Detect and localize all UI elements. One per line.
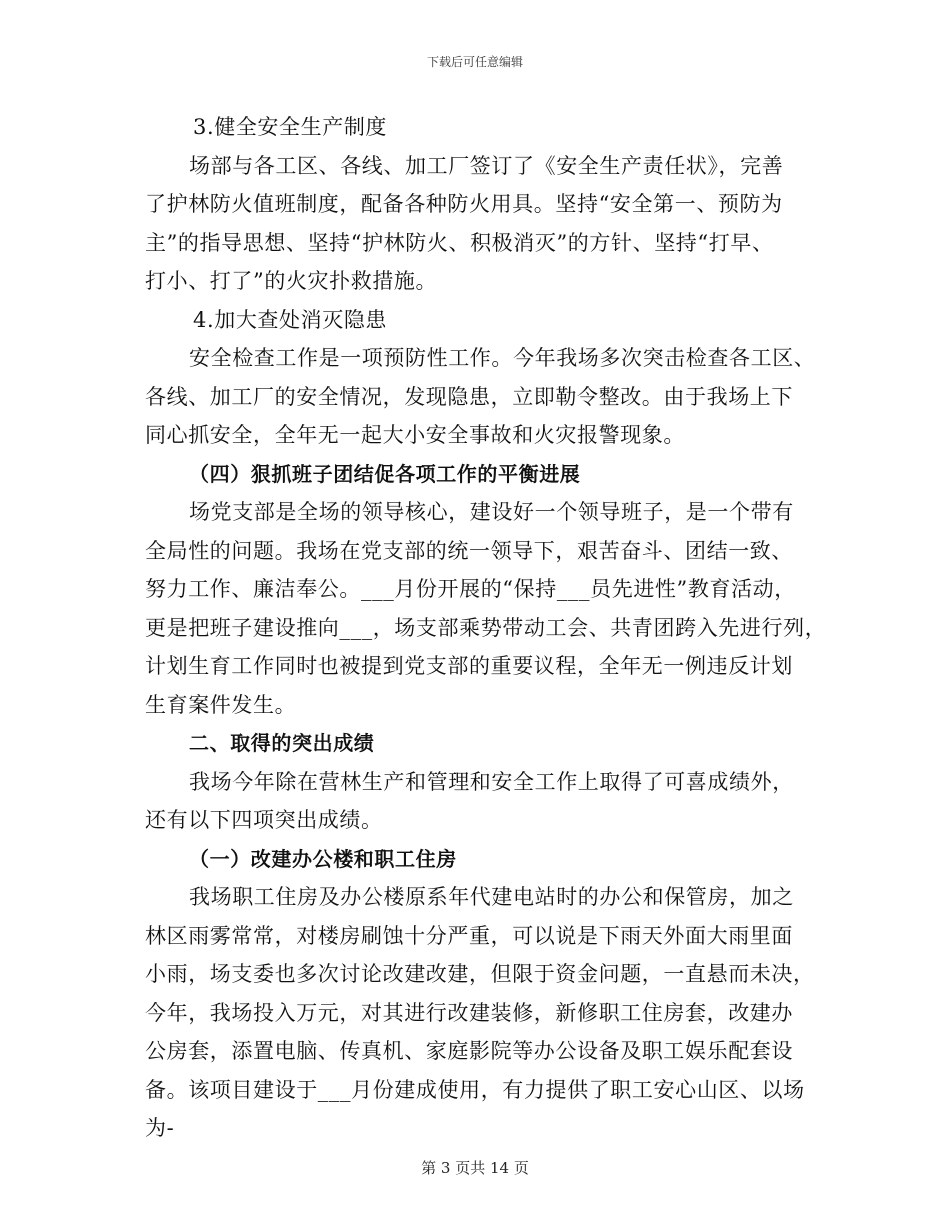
paragraph-line: 打小、打了”的火灾扑救措施。: [145, 269, 438, 293]
paragraph-line: 更是把班子建设推向___，场支部乘势带动工会、共青团跨入先进行列，: [145, 615, 827, 640]
page-header: 下载后可任意编辑: [426, 55, 523, 69]
paragraph-line: 全局性的问题。我场在党支部的统一领导下，艰苦奋斗、团结一致、: [145, 538, 793, 563]
paragraph-line: 我场今年除在营林生产和管理和安全工作上取得了可喜成绩外，: [189, 769, 794, 794]
paragraph-line: 各线、加工厂的安全情况，发现隐患，立即勒令整改。由于我场上下: [145, 384, 793, 409]
paragraph-line: 我场职工住房及办公楼原系年代建电站时的办公和保管房，加之: [189, 885, 794, 909]
section-heading-office-rebuild: （一）改建办公楼和职工住房: [189, 846, 457, 871]
paragraph-line: 今年，我场投入万元，对其进行改建装修，新修职工住房套，改建办: [145, 1000, 793, 1025]
paragraph-line: 了护林防火值班制度，配备各种防火用具。坚持“安全第一、预防为: [145, 192, 783, 216]
paragraph-line: 计划生育工作同时也被提到党支部的重要议程，全年无一例违反计划: [145, 654, 793, 678]
paragraph-line: 场部与各工区、各线、加工厂签订了《安全生产责任状》，完善: [189, 153, 784, 178]
paragraph-line: 场党支部是全场的领导核心，建设好一个领导班子，是一个带有: [189, 500, 794, 524]
paragraph-line: 生育案件发生。: [145, 692, 297, 717]
paragraph-line: 公房套，添置电脑、传真机、家庭影院等办公设备及职工娱乐配套设: [145, 1039, 793, 1063]
paragraph-line: 备。该项目建设于___月份建成使用，有力提供了职工安心山区、以场: [145, 1077, 805, 1102]
paragraph-line: 同心抓安全，全年无一起大小安全事故和火灾报警现象。: [145, 423, 685, 447]
paragraph-line: 林区雨雾常常，对楼房刷蚀十分严重，可以说是下雨天外面大雨里面: [145, 923, 793, 948]
paragraph-line: 为-: [145, 1116, 175, 1140]
paragraph-line: 小雨，场支委也多次讨论改建改建，但限于资金问题，一直悬而未决，: [145, 962, 815, 986]
subheading-hazard-check: 4.加大查处消灭隐患: [193, 307, 388, 332]
paragraph-line: 努力工作、廉洁奉公。___月份开展的“保持___员先进性”教育活动，: [145, 577, 796, 601]
subheading-safety-system: 3.健全安全生产制度: [193, 115, 388, 139]
paragraph-line: 主”的指导思想、坚持“护林防火、积极消灭”的方针、坚持“打早、: [145, 230, 774, 255]
section-heading-achievements: 二、取得的突出成绩: [189, 731, 375, 755]
page-number-footer: 第 3 页共 14 页: [421, 1159, 529, 1177]
paragraph-line: 安全检查工作是一项预防性工作。今年我场多次突击检查各工区、: [189, 346, 816, 370]
paragraph-line: 还有以下四项突出成绩。: [145, 808, 383, 832]
section-heading-team-unity: （四）狠抓班子团结促各项工作的平衡进展: [189, 461, 581, 486]
document-body: [145, 108, 827, 1148]
